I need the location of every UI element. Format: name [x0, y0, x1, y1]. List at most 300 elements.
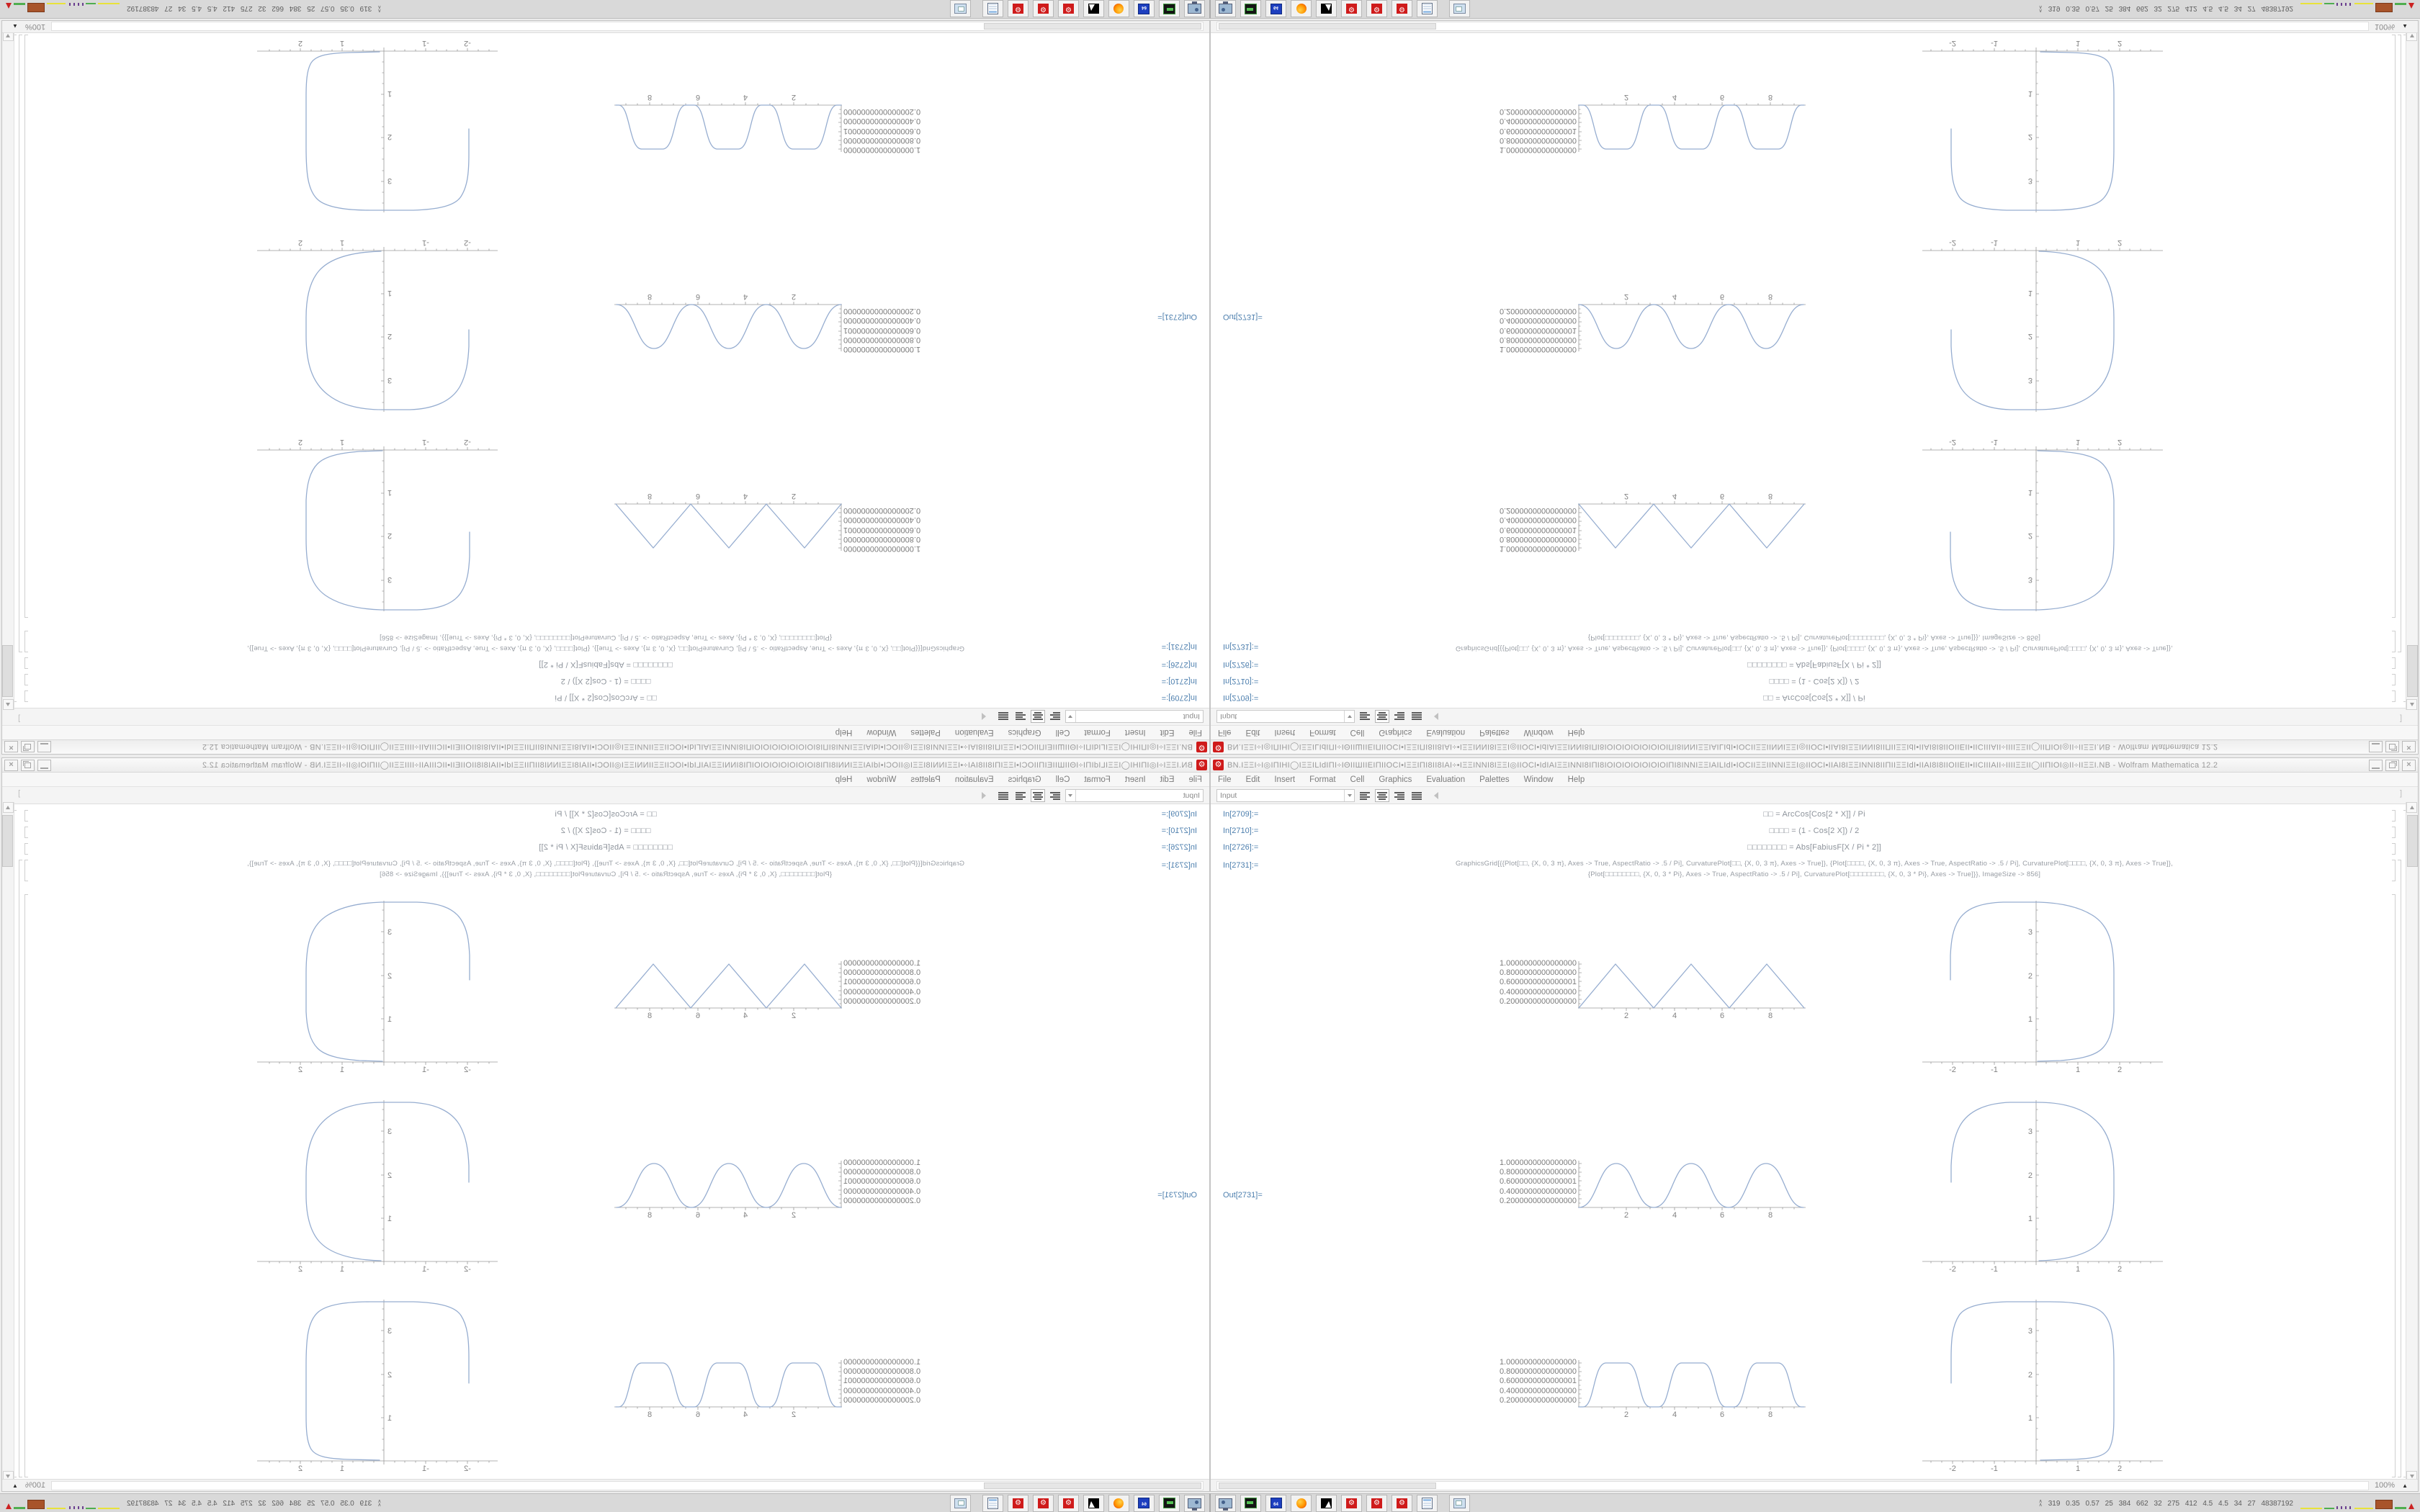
svg-text:1: 1 [387, 488, 393, 497]
scroll-up-button[interactable] [2406, 699, 2417, 710]
taskbar-virtualbox-button[interactable] [1240, 1, 1261, 18]
input-cell-2731-line2[interactable]: {Plot[□□□□□□□□, {X, 0, 3 * Pi}, Axes -> True, AspectRatio -> .5 / Pi], CurvaturePlot[□□□□□□□□, {X, 0, 3 * Pi}, Axes -> True]}}, ImageSize -> 856] [379, 634, 833, 642]
cell-bracket[interactable] [24, 860, 28, 881]
mathematica-app-icon: ⚙ [1213, 760, 1224, 770]
menu-item-format[interactable]: Format [1084, 728, 1111, 737]
taskbar-mathematica-button-1[interactable] [1058, 1, 1079, 18]
mathematica-gear-icon: ⚙ [1063, 1498, 1074, 1508]
menu-item-cell[interactable]: Cell [1055, 728, 1070, 737]
taskbar-mathematica-button-1[interactable] [1058, 1495, 1079, 1512]
align-right-button[interactable] [1392, 789, 1407, 802]
scroll-up-button[interactable] [3, 802, 14, 813]
chevron-up-icon[interactable]: ∧ ∧ [377, 4, 382, 13]
horizontal-scrollbar[interactable] [1216, 22, 2369, 32]
align-right-button[interactable] [1013, 711, 1028, 724]
minimize-button[interactable] [2369, 760, 2383, 771]
align-justify-button[interactable] [1410, 711, 1424, 724]
scrollbar-thumb[interactable] [2, 645, 13, 697]
input-cell-2709[interactable]: □□ = ArcCos[Cos[2 * X]] / Pi [1763, 693, 1865, 702]
taskbar-show-desktop-button[interactable] [1449, 1495, 1470, 1512]
menu-item-format[interactable]: Format [1309, 775, 1336, 784]
toolbar-collapse-icon[interactable] [982, 792, 986, 799]
align-justify-button[interactable] [996, 789, 1010, 802]
y-axis-tick-labels: 1.0000000000000000 0.8000000000000000 0.6000000000000001 0.4000000000000000 0.2000000000000000 [1499, 506, 1577, 553]
svg-text:2: 2 [387, 531, 393, 540]
restore-button[interactable] [2385, 760, 2399, 771]
menu-item-cell[interactable]: Cell [1350, 728, 1365, 737]
cell-label-in2710: In[2710]:= [1223, 827, 1259, 835]
vertical-scrollbar[interactable] [2, 30, 14, 710]
restore-icon [2389, 744, 2396, 750]
align-left-button[interactable] [1048, 789, 1062, 802]
sine-squared-plot [1578, 1155, 1810, 1221]
taskbar-firefox-button[interactable] [1291, 1, 1312, 18]
dropdown-button[interactable] [1344, 711, 1354, 723]
svg-text:-2: -2 [464, 1066, 471, 1074]
svg-text:3: 3 [2027, 376, 2033, 384]
close-button[interactable] [2402, 742, 2416, 753]
taskbar-mathematica-button-2[interactable] [1366, 1495, 1387, 1512]
drive-icon [1163, 4, 1175, 14]
hscrollbar-thumb[interactable] [984, 1482, 1201, 1489]
scrollbar-thumb[interactable] [2407, 645, 2418, 697]
input-cell-2726[interactable]: □□□□□□□□ = Abs[FabiusF[X / Pi * 2]] [1747, 843, 1881, 852]
svg-text:2: 2 [2117, 39, 2123, 48]
dropdown-button[interactable] [1344, 790, 1354, 801]
chevron-up-icon[interactable]: ∧ ∧ [2038, 1499, 2043, 1508]
format-toolbar [2, 708, 1209, 725]
input-cell-2709[interactable]: □□ = ArcCos[Cos[2 * X]] / Pi [1763, 810, 1865, 819]
hscrollbar-thumb[interactable] [984, 24, 1201, 30]
align-left-button[interactable] [1048, 711, 1062, 724]
taskbar-mathematica-button-1[interactable] [1341, 1, 1362, 18]
menu-item-palettes[interactable]: Palettes [910, 728, 941, 737]
menu-item-evaluation[interactable]: Evaluation [1426, 775, 1466, 784]
svg-text:1: 1 [339, 438, 345, 446]
window-title: BN.ΙΞΞΙ÷Ι◎ΙΠΙΗΙ◯ΙΞΞΙLΙdΙΠΙ÷ΙΘΙΙШΙΙΕΙΠΙΙΟCΙ•ΙΞΞΙΠΙ8ΙΙ8ΙΑΙ÷•ΙΞΞΙΝΝΙ8ΙΞΞΙ◎ΙΙΟCΙ•ΙdΙΑΙΞΞΙΝΝΙ8ΙΠΙ8ΙΟΙΟΙΟΙΟΙΟΙΟΙΟΙΠΙ8ΙΝΝΙΞΞΙΑΙLΙdΙ•ΙΟCΙΙΞΞΙΙΝΝΙΞΞΙ◎ΙΙΟCΙ•ΙΙΑΙ8ΙΞΞΙΝΝΙ8ΙΙΠΙΙΞΞΙdΙ•ΙΙΑΙ8Ι8ΙΙΟΙΙΕΙΙ•ΙΙCΙΙΙΑΙΙ÷ΙΙΙΙΞΞΙΙ◯ΙΙΠΙΟΙ◎ΙΙ÷ΙΙΞΞΙ.NB - Wolfram Mathematica 12.2 [202, 761, 1193, 770]
taskbar-cat-app-button[interactable] [1316, 1495, 1337, 1512]
taskbar-virtualbox-button[interactable] [1159, 1, 1180, 18]
sparkline-green [14, 3, 25, 5]
menu-item-help[interactable]: Help [1567, 728, 1585, 737]
align-justify-button[interactable] [996, 711, 1010, 724]
svg-text:8: 8 [647, 1211, 653, 1220]
input-cell-2709[interactable]: □□ = ArcCos[Cos[2 * X]] / Pi [555, 693, 657, 702]
cell-bracket[interactable] [2392, 674, 2396, 685]
svg-text:4: 4 [1672, 1012, 1677, 1020]
input-cell-2710[interactable]: □□□□ = (1 - Cos[2 X]) / 2 [560, 827, 651, 835]
cell-style-dropdown[interactable] [1216, 711, 1355, 724]
taskbar-system-monitor-button[interactable] [1215, 1495, 1236, 1512]
window-status-bar [2, 21, 1209, 33]
menu-item-window[interactable]: Window [1523, 728, 1554, 737]
y-axis-tick-labels: 1.0000000000000000 0.8000000000000000 0.6000000000000001 0.4000000000000000 0.2000000000000000 [843, 506, 921, 553]
svg-text:1: 1 [2027, 289, 2033, 297]
graphics-grid-row-1 [28, 415, 1209, 614]
firefox-icon [1114, 1498, 1124, 1508]
cell-label-out2731: Out[2731]= [1223, 1191, 1263, 1200]
cell-bracket[interactable] [2392, 827, 2396, 838]
svg-text:-2: -2 [464, 438, 471, 446]
cell-insertion-bracket: ] [2399, 789, 2402, 798]
svg-text:-2: -2 [1949, 238, 1956, 247]
notebook-content [2, 804, 1209, 1482]
notebook-content [1211, 804, 2418, 1482]
calculator-icon [1422, 1498, 1433, 1509]
menu-item-insert[interactable]: Insert [1274, 775, 1296, 784]
magnification-value[interactable]: 100% [24, 22, 46, 31]
fabius-wave-plot [610, 1354, 842, 1421]
menu-item-palettes[interactable]: Palettes [1479, 728, 1510, 737]
magnification-menu-icon[interactable]: ▲ [12, 1482, 18, 1489]
cell-group-bracket[interactable] [2398, 860, 2401, 1477]
taskbar-firefox-button[interactable] [1108, 1495, 1129, 1512]
menu-item-cell[interactable]: Cell [1055, 775, 1070, 784]
svg-text:-2: -2 [464, 238, 471, 247]
graphics-grid-row-2 [28, 215, 1209, 415]
system-monitor-tray[interactable] [2039, 1494, 2414, 1512]
cell-bracket[interactable] [2392, 860, 2396, 881]
taskbar-mathematica-button-3[interactable] [1008, 1495, 1028, 1512]
system-monitor-tray[interactable] [6, 0, 381, 18]
close-button[interactable] [4, 760, 18, 771]
input-cell-2731-line1[interactable]: GraphicsGrid[{{Plot[□□, {X, 0, 3 π}, Axes -> True, AspectRatio -> .5 / Pi], CurvaturePlot[□□, {X, 0, 3 π}, Axes -> True]}, {Plot[□□□□, {X, 0, 3 π}, Axes -> True, AspectRatio -> .5 / Pi], CurvaturePlot[□□□□, {X, 0, 3 π}, Axes -> True]}, [247, 860, 964, 868]
cell-label-in2731: In[2731]:= [1223, 861, 1259, 870]
menu-item-window[interactable]: Window [1523, 775, 1554, 784]
taskbar-mathematica-button-3[interactable] [1392, 1495, 1412, 1512]
triangle-wave-plot [610, 955, 842, 1022]
menu-item-edit[interactable]: Edit [1245, 728, 1260, 737]
cell-insertion-bracket: ] [18, 789, 21, 798]
magnification-value[interactable]: 100% [2374, 22, 2396, 31]
chevron-up-icon[interactable]: ∧ ∧ [377, 1499, 382, 1508]
output-cell-bracket[interactable] [2392, 35, 2396, 618]
svg-text:1: 1 [2075, 1265, 2081, 1274]
taskbar-system-monitor-button[interactable] [1184, 1495, 1205, 1512]
taskbar-mathematica-button-3[interactable] [1392, 1, 1412, 18]
menu-item-graphics[interactable]: Graphics [1008, 775, 1041, 784]
minimize-button[interactable] [37, 760, 51, 771]
taskbar-floppy64-button[interactable] [1134, 1, 1155, 18]
quadrant-mirror-horizontal [0, 756, 1210, 1512]
output-cell-bracket[interactable] [24, 894, 28, 1477]
menu-item-insert[interactable]: Insert [1124, 728, 1146, 737]
restore-button[interactable] [21, 760, 35, 771]
input-cell-2731-line2[interactable]: {Plot[□□□□□□□□, {X, 0, 3 * Pi}, Axes -> True, AspectRatio -> .5 / Pi], CurvaturePlot[□□□□□□□□, {X, 0, 3 * Pi}, Axes -> True]}}, ImageSize -> 856] [379, 870, 833, 878]
scroll-up-button[interactable] [2406, 802, 2417, 813]
cell-bracket[interactable] [2392, 810, 2396, 822]
menu-item-insert[interactable]: Insert [1274, 728, 1296, 737]
cell-bracket[interactable] [24, 690, 28, 702]
taskbar-firefox-button[interactable] [1291, 1495, 1312, 1512]
taskbar-cat-app-button[interactable] [1083, 1495, 1104, 1512]
cell-bracket[interactable] [2392, 843, 2396, 855]
output-cell-bracket[interactable] [2392, 894, 2396, 1477]
triangle-wave-plot [1578, 490, 1810, 557]
input-cell-2731-line2[interactable]: {Plot[□□□□□□□□, {X, 0, 3 * Pi}, Axes -> True, AspectRatio -> .5 / Pi], CurvaturePlot[□□□□□□□□, {X, 0, 3 * Pi}, Axes -> True]}}, ImageSize -> 856] [1587, 870, 2041, 878]
align-center-button[interactable] [1031, 711, 1045, 724]
menu-bar [2, 773, 1209, 787]
mathematica-window [1210, 757, 2419, 1492]
menu-item-palettes[interactable]: Palettes [910, 775, 941, 784]
window-titlebar[interactable] [2, 758, 1209, 773]
mathematica-app-icon: ⚙ [1213, 742, 1224, 752]
calculator-icon [987, 4, 998, 15]
taskbar-show-desktop-button[interactable] [1449, 1, 1470, 18]
sparkline-yellow [2300, 3, 2322, 4]
output-cell-bracket[interactable] [24, 35, 28, 618]
cell-bracket[interactable] [24, 810, 28, 822]
svg-text:1: 1 [339, 238, 345, 247]
svg-text:2: 2 [1623, 292, 1629, 301]
sparkline-dots [2336, 1506, 2352, 1509]
svg-text:2: 2 [1623, 93, 1629, 102]
align-center-button[interactable] [1375, 789, 1389, 802]
vertical-scrollbar[interactable] [2406, 30, 2418, 710]
taskbar-show-desktop-button[interactable] [950, 1, 971, 18]
scrollbar-thumb[interactable] [2, 815, 13, 867]
window-titlebar[interactable] [2, 739, 1209, 754]
magnification-menu-icon[interactable]: ▲ [2402, 1482, 2408, 1489]
horizontal-scrollbar[interactable] [1216, 1481, 2369, 1490]
taskbar-mathematica-button-1[interactable] [1341, 1495, 1362, 1512]
svg-text:2: 2 [2117, 438, 2123, 446]
system-monitor-icon [1188, 4, 1201, 14]
svg-text:2: 2 [2117, 1464, 2123, 1473]
close-icon: × [9, 743, 14, 752]
restore-button[interactable] [21, 742, 35, 753]
input-cell-2731-line1[interactable]: GraphicsGrid[{{Plot[□□, {X, 0, 3 π}, Axes -> True, AspectRatio -> .5 / Pi], CurvaturePlot[□□, {X, 0, 3 π}, Axes -> True]}, {Plot[□□□□, {X, 0, 3 π}, Axes -> True, AspectRatio -> .5 / Pi], CurvaturePlot[□□□□, {X, 0, 3 π}, Axes -> True]}, [1456, 644, 2173, 652]
horizontal-scrollbar[interactable] [51, 22, 1204, 32]
svg-text:2: 2 [387, 132, 393, 141]
taskbar-cat-app-button[interactable] [1316, 1, 1337, 18]
taskbar-calculator-button[interactable] [1417, 1, 1438, 18]
svg-text:2: 2 [387, 1171, 393, 1180]
close-button[interactable] [4, 742, 18, 753]
menu-item-format[interactable]: Format [1084, 775, 1111, 784]
align-justify-button[interactable] [1410, 789, 1424, 802]
cell-style-dropdown[interactable] [1065, 789, 1204, 802]
input-cell-2710[interactable]: □□□□ = (1 - Cos[2 X]) / 2 [1769, 677, 1860, 685]
cell-style-dropdown[interactable] [1065, 711, 1204, 724]
menu-item-edit[interactable]: Edit [1160, 728, 1175, 737]
taskbar-calculator-button[interactable] [982, 1, 1003, 18]
minimize-button[interactable] [37, 742, 51, 753]
cell-style-value: Input [1220, 712, 1237, 721]
cell-bracket[interactable] [24, 657, 28, 669]
svg-text:2: 2 [297, 1265, 303, 1274]
menu-item-file[interactable]: File [1188, 728, 1202, 737]
input-cell-2731-line1[interactable]: GraphicsGrid[{{Plot[□□, {X, 0, 3 π}, Axes -> True, AspectRatio -> .5 / Pi], CurvaturePlot[□□, {X, 0, 3 π}, Axes -> True]}, {Plot[□□□□, {X, 0, 3 π}, Axes -> True, AspectRatio -> .5 / Pi], CurvaturePlot[□□□□, {X, 0, 3 π}, Axes -> True]}, [1456, 860, 2173, 868]
input-cell-2726[interactable]: □□□□□□□□ = Abs[FabiusF[X / Pi * 2]] [539, 660, 673, 669]
input-cell-2710[interactable]: □□□□ = (1 - Cos[2 X]) / 2 [1769, 827, 1860, 835]
y-axis-tick-labels: 1.0000000000000000 0.8000000000000000 0.6000000000000001 0.4000000000000000 0.2000000000000000 [1499, 107, 1577, 154]
quadrant-mirror-vertical [1210, 0, 2420, 756]
cell-label-out2731: Out[2731]= [1223, 312, 1263, 321]
graphics-grid-row-2 [1211, 1097, 2392, 1297]
svg-text:4: 4 [743, 1410, 748, 1419]
menu-item-evaluation[interactable]: Evaluation [1426, 728, 1466, 737]
menu-item-edit[interactable]: Edit [1160, 775, 1175, 784]
svg-text:6: 6 [1719, 1012, 1725, 1020]
toolbar-collapse-icon[interactable] [982, 714, 986, 721]
input-cell-2726[interactable]: □□□□□□□□ = Abs[FabiusF[X / Pi * 2]] [539, 843, 673, 852]
svg-text:-1: -1 [422, 39, 429, 48]
taskbar-mathematica-button-2[interactable] [1366, 1, 1387, 18]
sparkline-green [14, 1507, 25, 1509]
menu-item-format[interactable]: Format [1309, 728, 1336, 737]
align-center-button[interactable] [1375, 711, 1389, 724]
menu-item-help[interactable]: Help [1567, 775, 1585, 784]
align-left-button[interactable] [1358, 711, 1372, 724]
scrollbar-thumb[interactable] [2407, 815, 2418, 867]
align-right-button[interactable] [1392, 711, 1407, 724]
dropdown-button[interactable] [1066, 790, 1076, 801]
menu-item-graphics[interactable]: Graphics [1008, 728, 1041, 737]
input-cell-2710[interactable]: □□□□ = (1 - Cos[2 X]) / 2 [560, 677, 651, 685]
menu-item-insert[interactable]: Insert [1124, 775, 1146, 784]
input-cell-2726[interactable]: □□□□□□□□ = Abs[FabiusF[X / Pi * 2]] [1747, 660, 1881, 669]
magnification-menu-icon[interactable]: ▲ [12, 23, 18, 30]
menu-item-window[interactable]: Window [866, 775, 897, 784]
dropdown-button[interactable] [1066, 711, 1076, 723]
menu-item-graphics[interactable]: Graphics [1379, 775, 1412, 784]
cell-bracket[interactable] [2392, 690, 2396, 702]
taskbar-firefox-button[interactable] [1108, 1, 1129, 18]
cell-bracket[interactable] [24, 827, 28, 838]
taskbar-calculator-button[interactable] [1417, 1495, 1438, 1512]
input-cell-2731-line1[interactable]: GraphicsGrid[{{Plot[□□, {X, 0, 3 π}, Axes -> True, AspectRatio -> .5 / Pi], CurvaturePlot[□□, {X, 0, 3 π}, Axes -> True]}, {Plot[□□□□, {X, 0, 3 π}, Axes -> True, AspectRatio -> .5 / Pi], CurvaturePlot[□□□□, {X, 0, 3 π}, Axes -> True]}, [247, 644, 964, 652]
menu-item-edit[interactable]: Edit [1245, 775, 1260, 784]
align-right-button[interactable] [1013, 789, 1028, 802]
quadrant-canonical [1210, 756, 2420, 1512]
sparkline-yellow [2300, 1508, 2322, 1509]
input-cell-2731-line2[interactable]: {Plot[□□□□□□□□, {X, 0, 3 * Pi}, Axes -> True, AspectRatio -> .5 / Pi], CurvaturePlot[□□□□□□□□, {X, 0, 3 * Pi}, Axes -> True]}}, ImageSize -> 856] [1587, 634, 2041, 642]
svg-text:-1: -1 [1991, 1066, 1998, 1074]
svg-text:6: 6 [695, 1012, 701, 1020]
svg-text:1: 1 [2027, 488, 2033, 497]
window-titlebar[interactable] [1211, 739, 2418, 754]
restore-icon [24, 744, 31, 750]
menu-item-cell[interactable]: Cell [1350, 775, 1365, 784]
hscrollbar-thumb[interactable] [1219, 1482, 1436, 1489]
graphics-grid-row-1 [1211, 415, 2392, 614]
menu-item-file[interactable]: File [1218, 728, 1232, 737]
svg-text:3: 3 [387, 176, 393, 185]
cell-bracket[interactable] [2392, 631, 2396, 652]
cell-style-value: Input [1220, 791, 1237, 800]
svg-text:-1: -1 [1991, 438, 1998, 446]
menu-item-file[interactable]: File [1188, 775, 1202, 784]
taskbar-floppy64-button[interactable] [1265, 1, 1286, 18]
system-monitor-values: 319 0.35 0.57 25 384 662 32 275 412 4.5 4.5 34 27 48387192 [127, 1499, 372, 1508]
cell-bracket[interactable] [24, 631, 28, 652]
system-monitor-tray[interactable] [6, 1494, 381, 1512]
cell-bracket[interactable] [2392, 657, 2396, 669]
restore-button[interactable] [2385, 742, 2399, 753]
hscrollbar-thumb[interactable] [1219, 24, 1436, 30]
menu-item-graphics[interactable]: Graphics [1379, 728, 1412, 737]
sparkline-red-peak [2408, 3, 2414, 9]
vertical-scrollbar[interactable] [2406, 802, 2418, 1482]
input-cell-2709[interactable]: □□ = ArcCos[Cos[2 * X]] / Pi [555, 810, 657, 819]
chevron-up-icon[interactable]: ∧ ∧ [2038, 4, 2043, 13]
menu-item-help[interactable]: Help [835, 775, 853, 784]
taskbar-calculator-button[interactable] [982, 1495, 1003, 1512]
taskbar-cat-app-button[interactable] [1083, 1, 1104, 18]
cell-bracket[interactable] [24, 843, 28, 855]
menu-item-file[interactable]: File [1218, 775, 1232, 784]
menu-item-evaluation[interactable]: Evaluation [954, 728, 994, 737]
cell-group-bracket[interactable] [19, 35, 22, 652]
close-button[interactable] [2402, 760, 2416, 771]
taskbar-mathematica-button-2[interactable] [1033, 1495, 1054, 1512]
menu-item-window[interactable]: Window [866, 728, 897, 737]
mathematica-gear-icon: ⚙ [1371, 1498, 1382, 1508]
cell-bracket[interactable] [24, 674, 28, 685]
cell-style-dropdown[interactable] [1216, 789, 1355, 802]
taskbar-floppy64-button[interactable] [1265, 1495, 1286, 1512]
taskbar-show-desktop-button[interactable] [950, 1495, 971, 1512]
svg-text:1: 1 [339, 1464, 345, 1473]
sparkline-green [86, 3, 96, 4]
taskbar-mathematica-button-3[interactable] [1008, 1, 1028, 18]
graphics-grid-row-1 [1211, 898, 2392, 1097]
svg-text:8: 8 [1767, 492, 1773, 500]
taskbar-system-monitor-button[interactable] [1184, 1, 1205, 18]
cell-insertion-bracket: ] [2399, 714, 2402, 723]
vertical-scrollbar[interactable] [2, 802, 14, 1482]
horizontal-scrollbar[interactable] [51, 1481, 1204, 1490]
close-icon: × [2406, 743, 2411, 752]
firefox-icon [1296, 4, 1307, 14]
menu-item-evaluation[interactable]: Evaluation [954, 775, 994, 784]
magnification-value[interactable]: 100% [24, 1481, 46, 1490]
taskbar-virtualbox-button[interactable] [1159, 1495, 1180, 1512]
cell-group-bracket[interactable] [2398, 35, 2401, 652]
svg-text:2: 2 [2027, 1371, 2033, 1380]
sparkline-yellow [47, 1508, 66, 1509]
svg-text:1: 1 [387, 1215, 393, 1223]
taskbar-floppy64-button[interactable] [1134, 1495, 1155, 1512]
menu-item-help[interactable]: Help [835, 728, 853, 737]
taskbar-mathematica-button-2[interactable] [1033, 1, 1054, 18]
window-titlebar[interactable] [1211, 758, 2418, 773]
svg-text:1: 1 [2027, 1015, 2033, 1024]
svg-text:2: 2 [297, 438, 303, 446]
magnification-value[interactable]: 100% [2374, 1481, 2396, 1490]
taskbar-virtualbox-button[interactable] [1240, 1495, 1261, 1512]
svg-text:-1: -1 [422, 1265, 429, 1274]
menu-item-palettes[interactable]: Palettes [1479, 775, 1510, 784]
magnification-menu-icon[interactable]: ▲ [2402, 23, 2408, 30]
cell-group-bracket[interactable] [19, 860, 22, 1477]
taskbar-system-monitor-button[interactable] [1215, 1, 1236, 18]
svg-text:2: 2 [1623, 1211, 1629, 1220]
sparkline-green [2324, 3, 2334, 4]
system-monitor-values: 319 0.35 0.57 25 384 662 32 275 412 4.5 4.5 34 27 48387192 [2048, 4, 2293, 13]
toolbar-collapse-icon[interactable] [1434, 714, 1438, 721]
align-center-button[interactable] [1031, 789, 1045, 802]
toolbar-collapse-icon[interactable] [1434, 792, 1438, 799]
scroll-up-button[interactable] [3, 699, 14, 710]
fabius-wave-plot [1578, 91, 1810, 158]
cell-label-in2710: In[2710]:= [1161, 677, 1197, 685]
minimize-button[interactable] [2369, 742, 2383, 753]
sparkline-green [86, 1508, 96, 1509]
system-monitor-tray[interactable] [2039, 0, 2414, 18]
align-left-button[interactable] [1358, 789, 1372, 802]
